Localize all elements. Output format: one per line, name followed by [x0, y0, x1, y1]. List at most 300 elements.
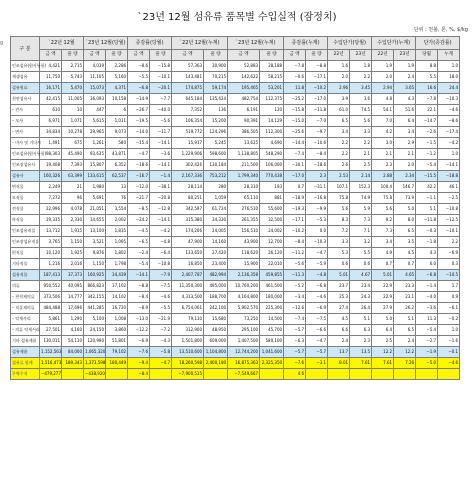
table-cell: 24,150 — [84, 325, 106, 336]
table-cell: −7.8 — [416, 94, 438, 105]
table-cell: 8.01 — [328, 358, 350, 369]
table-cell: 482,994 — [204, 270, 228, 281]
table-cell: 143,481 — [172, 72, 204, 83]
header-chg-cum: 증감률(누계) — [284, 37, 328, 50]
table-cell: 174,206 — [172, 226, 204, 237]
table-cell: 1,071 — [62, 116, 84, 127]
table-cell: 0.0 — [306, 226, 328, 237]
table-cell: 74.9 — [350, 193, 372, 204]
table-cell: 13,712 — [40, 226, 62, 237]
table-cell: 753,212 — [204, 171, 228, 182]
table-cell: −4.0 — [416, 292, 438, 303]
table-cell: 2.1 — [350, 149, 372, 160]
table-row — [11, 347, 460, 358]
table-cell: 7,393 — [62, 160, 84, 171]
table-cell: 79,110 — [172, 314, 204, 325]
table-cell: 5.9 — [350, 204, 372, 215]
header-chg-month: 증감률(당월) — [128, 37, 172, 50]
table-cell: 0.7 — [394, 259, 416, 270]
table-cell: −12.0 — [128, 182, 150, 193]
table-cell: 4.67 — [350, 270, 372, 281]
table-cell: 2,325,350 — [260, 358, 284, 369]
table-cell: 14,655 — [84, 215, 106, 226]
table-cell: 1,516,473 — [40, 358, 62, 369]
table-cell: 4.65 — [394, 270, 416, 281]
table-cell: 14,500 — [260, 314, 284, 325]
table-cell: 21 — [62, 182, 84, 193]
table-cell: 1.0 — [438, 149, 460, 160]
table-cell: 18,260,598 — [172, 358, 204, 369]
table-cell: 3.5 — [394, 237, 416, 248]
table-cell: −5.7 — [284, 347, 306, 358]
table-cell: −14.1 — [150, 215, 172, 226]
table-cell: 34,439 — [106, 270, 128, 281]
table-cell: 950,552 — [40, 281, 62, 292]
table-cell: 12.2 — [394, 347, 416, 358]
table-cell: 1,216 — [40, 259, 62, 270]
table-cell: −5.8 — [150, 347, 172, 358]
row-label: 인조섬유(원사통합) — [11, 149, 40, 160]
table-cell: −5.2 — [284, 281, 306, 292]
table-cell: 24,005 — [204, 226, 228, 237]
table-cell: −25.2 — [284, 94, 306, 105]
table-cell: 1,150 — [84, 259, 106, 270]
table-cell: 5.6 — [350, 116, 372, 127]
table-cell: −14.7 — [416, 116, 438, 127]
table-cell: 76 — [106, 193, 128, 204]
sub-weight: 물 량 — [150, 50, 172, 61]
table-cell: 459,855 — [260, 270, 284, 281]
table-cell: 7.26 — [394, 358, 416, 369]
table-cell — [306, 369, 328, 380]
table-cell: 3.4 — [328, 127, 350, 138]
table-cell — [62, 369, 84, 380]
table-cell: −6.8 — [416, 270, 438, 281]
table-cell: 1,798 — [106, 259, 128, 270]
table-cell: −14.1 — [150, 138, 172, 149]
table-cell: 3.3 — [328, 237, 350, 248]
table-cell: 4.9 — [372, 248, 394, 259]
table-cell: 29,965 — [84, 127, 106, 138]
table-cell — [204, 369, 228, 380]
table-cell: 2.6 — [328, 160, 350, 171]
table-cell: 187,413 — [40, 270, 62, 281]
table-cell: 98,303 — [40, 149, 62, 160]
table-cell: −4.8 — [306, 270, 328, 281]
table-cell: 6 — [106, 105, 128, 116]
table-cell: 2.4 — [394, 336, 416, 347]
table-cell: 1,261 — [84, 138, 106, 149]
table-cell: 2,286 — [106, 61, 128, 72]
table-cell: 580,100 — [260, 336, 284, 347]
table-cell — [150, 369, 172, 380]
table-cell: −17.1 — [306, 72, 328, 83]
table-cell: 6,191 — [228, 105, 260, 116]
table-cell: 3.3 — [350, 127, 372, 138]
table-cell: 482,754 — [228, 94, 260, 105]
table-cell: −11.8 — [306, 105, 328, 116]
table-row — [11, 61, 460, 72]
table-cell: 1,150 — [62, 237, 84, 248]
table-cell: −6.4 — [150, 248, 172, 259]
table-cell: 1,229,906 — [172, 149, 204, 160]
table-cell: 16,850 — [172, 259, 204, 270]
table-cell: 2.1 — [394, 149, 416, 160]
sub-amount: 금 액 — [128, 50, 150, 61]
table-cell: −17.4 — [438, 127, 460, 138]
table-row — [11, 171, 460, 182]
table-cell: 2.5 — [372, 336, 394, 347]
table-cell: −8.4 — [128, 369, 150, 380]
table-cell: 4.3 — [416, 248, 438, 259]
page-title: `23년 12월 섬유류 품목별 수입실적 (잠정치) — [137, 12, 337, 23]
row-label: – 견사 — [11, 105, 40, 116]
table-cell: 7,352 — [172, 105, 204, 116]
table-cell: 12.2 — [372, 347, 394, 358]
table-cell: −1.2 — [416, 149, 438, 160]
table-cell: 447 — [84, 105, 106, 116]
sub-amount: 금 액 — [284, 50, 306, 61]
table-cell: 6.6 — [328, 325, 350, 336]
table-cell: −4.6 — [438, 358, 460, 369]
table-cell: −5.5 — [150, 303, 172, 314]
table-cell: −0.2 — [438, 314, 460, 325]
table-cell: −6.8 — [306, 281, 328, 292]
table-cell: −11.7 — [150, 127, 172, 138]
table-cell: 13.7 — [328, 347, 350, 358]
table-cell: 75.8 — [372, 193, 394, 204]
table-cell: −5.3 — [306, 215, 328, 226]
table-cell: 3.4 — [372, 237, 394, 248]
table-cell: −4.2 — [150, 226, 172, 237]
table-cell: −30.1 — [284, 160, 306, 171]
table-cell: 47,900 — [172, 237, 204, 248]
table-cell: 133,615 — [84, 171, 106, 182]
table-cell: −26.7 — [128, 105, 150, 116]
table-cell: 4,313,500 — [172, 292, 204, 303]
table-cell: 9,073 — [106, 127, 128, 138]
table-cell: 12,744,200 — [228, 347, 260, 358]
table-cell: −7.9 — [150, 270, 172, 281]
table-cell: 10,278 — [62, 127, 84, 138]
table-cell: 15,680 — [204, 314, 228, 325]
row-label: – 직물제의류 — [11, 303, 40, 314]
table-row — [11, 182, 460, 193]
table-cell: 5.6 — [328, 204, 350, 215]
table-cell: 14,102 — [106, 292, 128, 303]
table-cell: 14,777 — [62, 292, 84, 303]
table-row — [11, 215, 460, 226]
table-cell: 242,100 — [204, 303, 228, 314]
table-cell: 2,330 — [62, 215, 84, 226]
table-cell: 3,765 — [40, 237, 62, 248]
table-cell: 174,875 — [172, 83, 204, 94]
table-row — [11, 204, 460, 215]
table-cell: 17,696 — [62, 303, 84, 314]
table-cell: −15.8 — [150, 61, 172, 72]
table-row — [11, 270, 460, 281]
table-cell: 8.0 — [394, 215, 416, 226]
table-cell: 2,715 — [62, 61, 84, 72]
table-cell: 13,100 — [84, 226, 106, 237]
table-cell: −10.3 — [306, 237, 328, 248]
table-cell: 1,925 — [62, 248, 84, 259]
table-cell: 1,011 — [106, 116, 128, 127]
table-cell: 13,625 — [228, 138, 260, 149]
table-cell: −5.0 — [416, 358, 438, 369]
table-cell: −4.6 — [306, 292, 328, 303]
table-cell: −4.3 — [150, 336, 172, 347]
table-cell: −10.8 — [438, 204, 460, 215]
table-cell: 5.5 — [350, 248, 372, 259]
table-cell: 645,184 — [172, 94, 204, 105]
table-cell: 61,724 — [204, 204, 228, 215]
table-cell: 6.5 — [394, 226, 416, 237]
table-cell: −2.6 — [416, 127, 438, 138]
table-cell: 6.0 — [416, 259, 438, 270]
table-cell: −20.8 — [150, 193, 172, 204]
table-row — [11, 292, 460, 303]
table-cell: 4.6 — [284, 369, 306, 380]
table-cell: 2.9 — [394, 138, 416, 149]
table-cell: 22.9 — [372, 292, 394, 303]
table-cell: −20.1 — [150, 83, 172, 94]
table-cell: 3.0 — [372, 138, 394, 149]
table-cell: 1,041,600 — [260, 347, 284, 358]
table-cell: −16.8 — [306, 193, 328, 204]
table-cell: 261,355 — [228, 215, 260, 226]
table-cell: −40.0 — [150, 105, 172, 116]
row-label: 인조섬유직물 — [11, 226, 40, 237]
table-cell: −7.5 — [306, 314, 328, 325]
table-cell: 24,002 — [260, 226, 284, 237]
table-cell: 4,371 — [106, 83, 128, 94]
table-cell: 24.3 — [350, 292, 372, 303]
table-cell: 2.2 — [350, 138, 372, 149]
table-cell: 23.1 — [394, 292, 416, 303]
table-cell: 16,720 — [106, 303, 128, 314]
table-cell: 3.9 — [328, 94, 350, 105]
table-cell: 73.9 — [394, 193, 416, 204]
table-cell: 2.34 — [394, 171, 416, 182]
table-cell: −2.4 — [128, 248, 150, 259]
table-cell: 54,110 — [62, 336, 84, 347]
table-cell: 51,801 — [106, 336, 128, 347]
table-cell: 180,000 — [260, 292, 284, 303]
table-cell: 2.14 — [350, 171, 372, 182]
table-cell: 1,104,800 — [204, 347, 228, 358]
table-cell: −4.7 — [150, 358, 172, 369]
table-cell: −25.6 — [284, 127, 306, 138]
unit-note: 단위 : 천불, 톤, %, $/kg — [413, 27, 468, 33]
table-cell: 2.88 — [372, 171, 394, 182]
table-cell: 6.5 — [328, 116, 350, 127]
row-label: 섬유제품 — [11, 347, 40, 358]
table-cell: −6.1 — [438, 303, 460, 314]
sub-weight: 물 량 — [260, 50, 284, 61]
table-cell: −10.3 — [438, 94, 460, 105]
table-cell: 519,772 — [172, 127, 204, 138]
table-cell: 312,900 — [172, 325, 204, 336]
table-cell: −6.9 — [438, 248, 460, 259]
table-cell: 106,000 — [260, 160, 284, 171]
table-cell: 52,883 — [228, 61, 260, 72]
table-cell: −11.8 — [416, 215, 438, 226]
table-cell: −6.9 — [128, 336, 150, 347]
table-row — [11, 369, 460, 380]
row-label: – 모사 — [11, 116, 40, 127]
table-cell: 1,059 — [204, 193, 228, 204]
table-cell: −21.7 — [128, 193, 150, 204]
table-cell: 2,002 — [106, 215, 128, 226]
table-cell: 1,491 — [40, 138, 62, 149]
table-cell: 1.6 — [328, 61, 350, 72]
table-cell: 2.4 — [328, 336, 350, 347]
table-cell: −7,900,515 — [172, 369, 204, 380]
table-cell: 1,138,805 — [228, 149, 260, 160]
table-cell: 152.3 — [350, 182, 372, 193]
sub-23: 23년 — [394, 50, 416, 61]
table-cell: 4.3 — [394, 94, 416, 105]
table-cell: 16,171 — [40, 83, 62, 94]
row-label: – 면사 — [11, 127, 40, 138]
table-cell: −14.1 — [128, 270, 150, 281]
table-cell: −0.6 — [284, 72, 306, 83]
table-cell: 45,490 — [62, 149, 84, 160]
table-cell: 26,120 — [260, 248, 284, 259]
table-cell: −14.4 — [284, 138, 306, 149]
table-cell: 7.3 — [350, 215, 372, 226]
row-label: – 의류 악세서리 — [11, 325, 40, 336]
table-cell: 23,400 — [204, 259, 228, 270]
header-price-cum: 수입단가(누계) — [372, 37, 416, 50]
table-cell: 2.0 — [394, 160, 416, 171]
table-cell: 3,521 — [84, 237, 106, 248]
row-label: 재생섬유 — [11, 72, 40, 83]
table-cell: −7.6 — [128, 347, 150, 358]
table-cell: −4.8 — [150, 237, 172, 248]
table-cell: −5.7 — [284, 325, 306, 336]
table-row — [11, 358, 460, 369]
sub-22: 22년 — [372, 50, 394, 61]
table-row — [11, 94, 460, 105]
table-cell: −7.5 — [150, 281, 172, 292]
table-cell: 2.5 — [350, 160, 372, 171]
table-cell: 24.4 — [438, 83, 460, 94]
table-cell: 302,426 — [172, 160, 204, 171]
table-cell: −2.7 — [416, 336, 438, 347]
table-cell: −2.5 — [438, 193, 460, 204]
table-cell: −31.1 — [306, 182, 328, 193]
row-label: 섬유원료 — [11, 83, 40, 94]
table-cell: 3.2 — [350, 237, 372, 248]
row-label: – 편직제의류 — [11, 292, 40, 303]
table-cell: 2.96 — [328, 83, 350, 94]
table-cell: 58,215 — [260, 72, 284, 83]
sub-22: 22년 — [328, 50, 350, 61]
table-cell: 93,635 — [84, 149, 106, 160]
table-cell — [372, 369, 394, 380]
table-cell: 34,330 — [204, 215, 228, 226]
table-cell: 4.2 — [372, 127, 394, 138]
table-cell: −438,920 — [84, 369, 106, 380]
table-cell: 2.94 — [372, 83, 394, 94]
table-cell: −7.4 — [284, 149, 306, 160]
table-cell: 2,016 — [62, 259, 84, 270]
table-cell: 48,950 — [204, 325, 228, 336]
import-stats-table — [10, 36, 460, 380]
table-cell: 2.2 — [438, 237, 460, 248]
table-cell: 1,095 — [106, 237, 128, 248]
table-cell: 5.01 — [372, 270, 394, 281]
table-cell: 22.1 — [416, 105, 438, 116]
table-cell: 1.9 — [372, 61, 394, 72]
table-cell: 28,114 — [172, 182, 204, 193]
table-cell: 5.01 — [328, 270, 350, 281]
table-cell: −11.2 — [284, 248, 306, 259]
table-cell: 14,160 — [204, 237, 228, 248]
table-cell: 610 — [40, 105, 62, 116]
table-cell: 2.4 — [394, 72, 416, 83]
table-cell: −6.3 — [284, 336, 306, 347]
table-cell: 135,424 — [204, 94, 228, 105]
table-cell — [260, 369, 284, 380]
table-cell: 548,290 — [260, 149, 284, 160]
sub-month: 당월 — [416, 50, 438, 61]
row-label: 마직물 — [11, 215, 40, 226]
sub-amount: 금 액 — [172, 50, 204, 61]
table-cell: 28,310 — [228, 182, 260, 193]
row-label: 섬유류 합계 — [11, 358, 40, 369]
table-cell: −14.9 — [128, 94, 150, 105]
table-cell: 15,073 — [84, 83, 106, 94]
table-cell: −4.7 — [306, 336, 328, 347]
table-cell: 4.5 — [394, 248, 416, 259]
table-cell: 57,363 — [172, 61, 204, 72]
table-cell: 46.1 — [438, 182, 460, 193]
table-cell: −12.6 — [284, 303, 306, 314]
table-cell: −4.7 — [128, 149, 150, 160]
table-cell: 27.4 — [328, 303, 350, 314]
table-cell: 3,554 — [106, 204, 128, 215]
table-cell: 5,160 — [106, 72, 128, 83]
table-cell: 10 — [62, 105, 84, 116]
table-cell: 42.2 — [416, 182, 438, 193]
table-cell: 1,152,563 — [40, 347, 62, 358]
table-cell: −11.3 — [284, 270, 306, 281]
table-cell: 51.6 — [394, 105, 416, 116]
table-cell: 2.2 — [350, 72, 372, 83]
table-cell: −3.1 — [306, 358, 328, 369]
table-cell: 54.1 — [372, 105, 394, 116]
table-cell: 5.1 — [350, 314, 372, 325]
table-cell: 2,136,358 — [228, 270, 260, 281]
table-cell: 160,326 — [40, 171, 62, 182]
table-cell: −38.1 — [150, 182, 172, 193]
row-label: 의류 — [11, 281, 40, 292]
table-cell: 386,505 — [228, 127, 260, 138]
table-cell: −1.9 — [416, 347, 438, 358]
table-cell: 5.1 — [416, 204, 438, 215]
table-cell: 4.8 — [372, 94, 394, 105]
table-cell: −9.4 — [128, 358, 150, 369]
table-cell: 4,690 — [260, 138, 284, 149]
table-row — [11, 336, 460, 347]
table-cell: 3.4 — [394, 127, 416, 138]
table-row — [11, 127, 460, 138]
row-label: 인조장섬유사 — [11, 160, 40, 171]
table-cell: 2,167,336 — [172, 171, 204, 182]
